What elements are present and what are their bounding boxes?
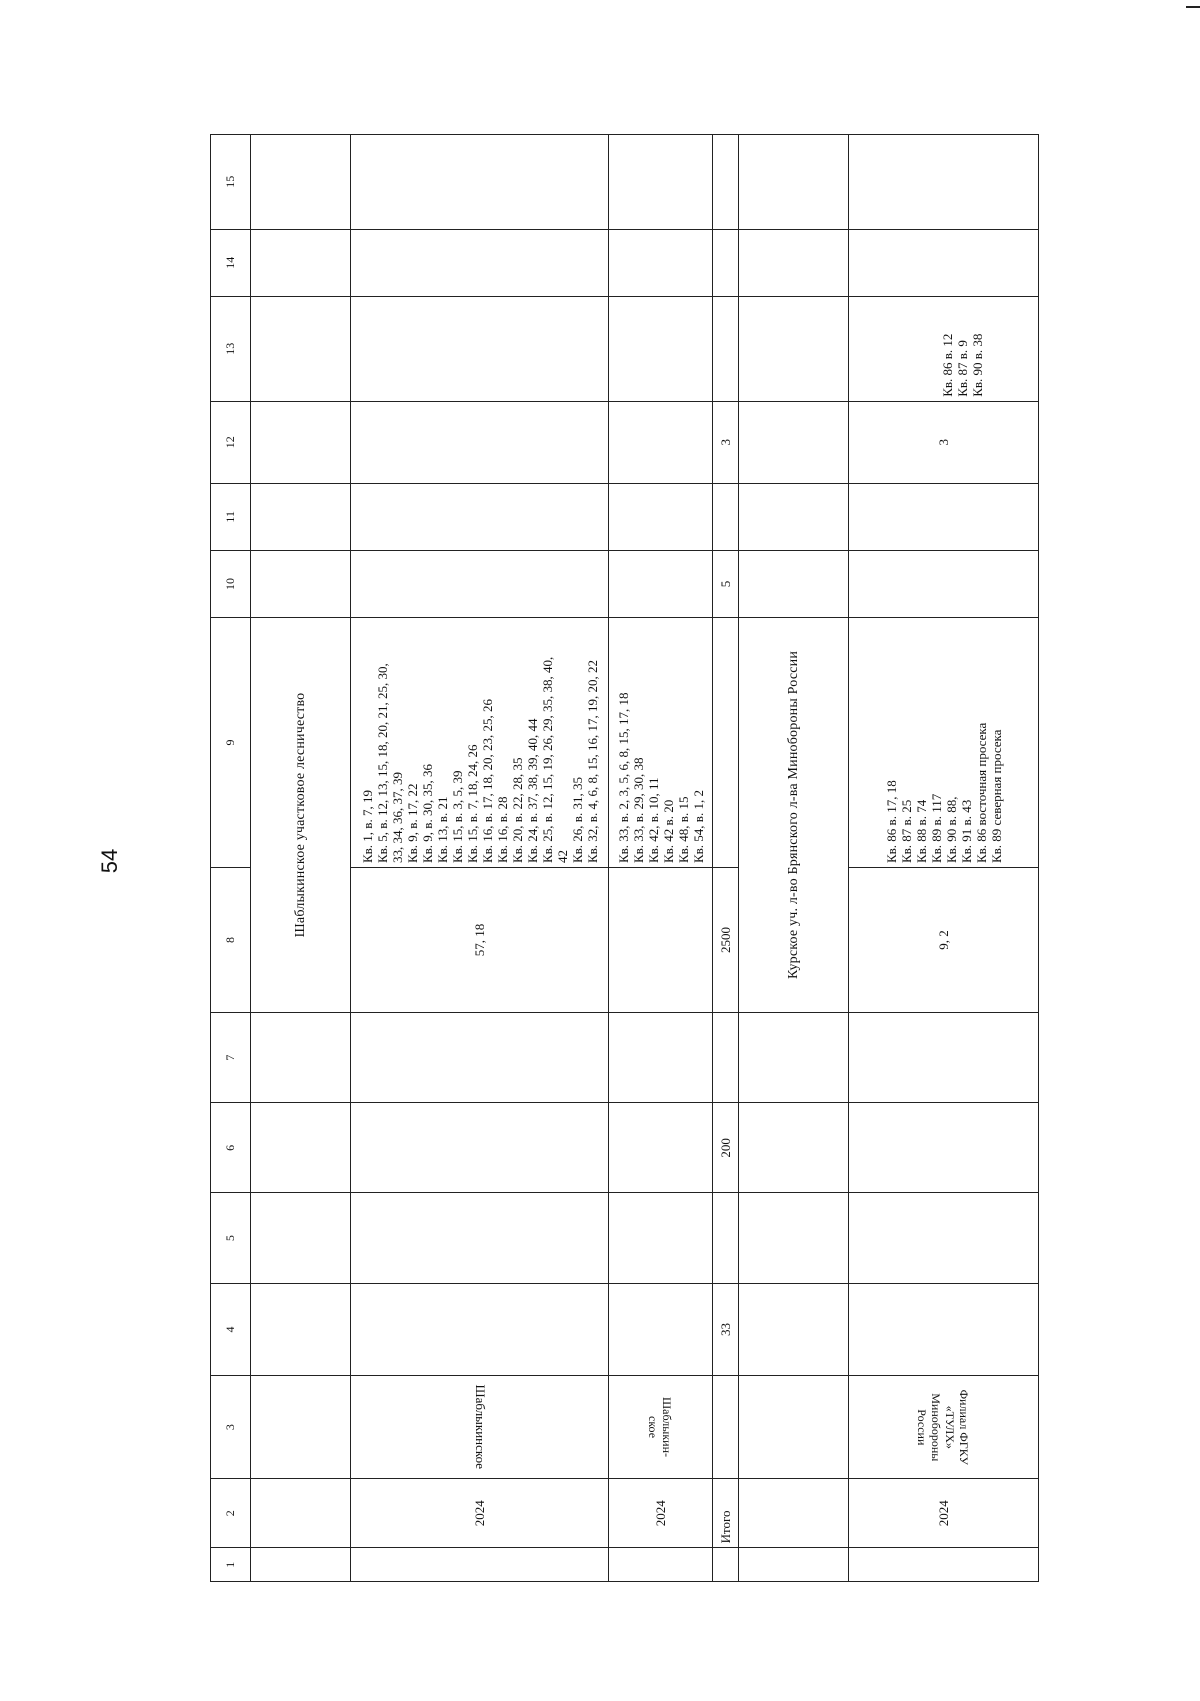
empty-cell <box>251 1376 351 1479</box>
empty-cell <box>351 1012 609 1102</box>
empty-cell <box>251 1103 351 1193</box>
empty-cell <box>713 135 739 230</box>
empty-cell <box>351 550 609 617</box>
total-c12: 3 <box>713 401 739 483</box>
empty-cell <box>351 229 609 296</box>
quarter-line: Кв. 42 в. 20 <box>660 799 676 863</box>
quarter-line: Кв. 20, в. 22, 28, 35 <box>509 757 525 863</box>
empty-cell <box>739 1548 849 1582</box>
empty-cell <box>251 483 351 550</box>
header-cell: 12 <box>211 401 251 483</box>
total-c4: 33 <box>713 1283 739 1375</box>
location-cell <box>609 1376 713 1479</box>
location-cell <box>849 1376 1039 1479</box>
area-cell: 9, 2 <box>849 868 1039 1013</box>
empty-cell <box>849 135 1039 230</box>
total-c8: 2500 <box>713 868 739 1013</box>
quarter-line: 33, 34, 36, 37, 39 <box>389 772 405 863</box>
quarter-line: Кв. 48, в. 15 <box>675 796 691 863</box>
empty-cell <box>251 1548 351 1582</box>
empty-cell <box>739 483 849 550</box>
quarter-line: Кв. 54, в. 1, 2 <box>690 790 706 863</box>
empty-cell <box>609 1283 713 1375</box>
empty-cell <box>713 1193 739 1283</box>
quarter-line: Кв. 1, в. 7, 19 <box>359 790 375 863</box>
quarters-list <box>900 297 987 401</box>
header-cell: 9 <box>211 618 251 868</box>
empty-cell <box>351 1193 609 1283</box>
empty-cell <box>849 1283 1039 1375</box>
empty-cell <box>849 229 1039 296</box>
quarter-line: Кв. 42, в. 10, 11 <box>645 777 661 863</box>
empty-cell <box>739 296 849 401</box>
empty-cell <box>739 1479 849 1548</box>
header-cell: 6 <box>211 1103 251 1193</box>
empty-cell <box>251 135 351 230</box>
empty-cell <box>251 1012 351 1102</box>
forestry-table <box>210 134 1039 1582</box>
quarter-line: Кв. 15, в. 3, 5, 39 <box>449 770 465 863</box>
empty-cell <box>351 1283 609 1375</box>
year-cell: 2024 <box>609 1479 713 1548</box>
empty-cell <box>713 296 739 401</box>
header-cell: 15 <box>211 135 251 230</box>
location-text: Филиал ФГКУ «ТУЛХ» Минобороны России <box>915 1389 971 1465</box>
header-cell: 13 <box>211 296 251 401</box>
empty-cell <box>849 483 1039 550</box>
header-cell: 4 <box>211 1283 251 1375</box>
forestry-band-title: Курское уч. л-во Брянского л-ва Минобороны России <box>739 618 849 1013</box>
total-row <box>713 135 739 1582</box>
empty-cell <box>849 1103 1039 1193</box>
empty-cell <box>849 1193 1039 1283</box>
total-label: Итого <box>713 1479 739 1548</box>
empty-cell <box>251 1193 351 1283</box>
empty-cell <box>251 296 351 401</box>
empty-cell <box>713 618 739 868</box>
quarter-line: Кв. 13, в. 21 <box>434 796 450 863</box>
quarter-line: Кв. 15, в. 7, 18, 24, 26 <box>464 744 480 863</box>
forestry-band-row <box>251 135 351 1582</box>
quarter-line: Кв. 32, в. 4, 6, 8, 15, 16, 17, 19, 20, 22 <box>584 660 600 863</box>
empty-cell <box>609 1012 713 1102</box>
forestry-band-row <box>739 135 849 1582</box>
empty-cell <box>251 401 351 483</box>
location-cell <box>351 1376 609 1479</box>
quarter-line: Кв. 86 в. 12 <box>940 333 955 397</box>
empty-cell <box>609 401 713 483</box>
empty-cell <box>713 483 739 550</box>
page-number: 54 <box>97 848 123 874</box>
empty-cell <box>609 296 713 401</box>
empty-cell <box>251 550 351 617</box>
empty-cell <box>351 401 609 483</box>
quarter-line: Кв. 33, в. 29, 30, 38 <box>630 757 646 863</box>
location-text: Шаблыкин- ское <box>646 1397 674 1458</box>
empty-cell <box>351 1548 609 1582</box>
empty-cell <box>849 1548 1039 1582</box>
quarter-line: Кв. 25, в. 12, 15, 19, 26, 29, 35, 38, 40, <box>539 656 555 863</box>
empty-cell <box>251 1479 351 1548</box>
header-cell: 10 <box>211 550 251 617</box>
empty-cell <box>739 135 849 230</box>
quarter-line: Кв. 86 в. 17, 18 <box>883 780 899 863</box>
empty-cell <box>351 296 609 401</box>
empty-cell <box>609 1103 713 1193</box>
empty-cell <box>609 868 713 1013</box>
empty-cell <box>713 229 739 296</box>
quarter-line: Кв. 88 в. 74 <box>913 799 929 863</box>
quarter-line: Кв. 87 в. 9 <box>955 340 970 397</box>
header-cell: 7 <box>211 1012 251 1102</box>
empty-cell <box>739 1376 849 1479</box>
empty-cell <box>713 1548 739 1582</box>
quarters-cell <box>849 296 1039 401</box>
table-row <box>351 135 609 1582</box>
quarter-line: Кв. 5, в. 12, 13, 15, 18, 20, 21, 25, 30, <box>374 663 390 863</box>
header-cell: 14 <box>211 229 251 296</box>
forestry-band-title: Шаблыкинское участковое лесничество <box>251 618 351 1013</box>
quarter-line: Кв. 16, в. 28 <box>494 796 510 863</box>
quarter-line: 42 <box>554 850 570 863</box>
quarter-line: Кв. 87 в. 25 <box>898 799 914 863</box>
edge-mark <box>1186 6 1200 8</box>
header-cell: 8 <box>211 868 251 1013</box>
empty-cell <box>351 483 609 550</box>
quarter-line: Кв. 33, в. 2, 3, 5, 6, 8, 15, 17, 18 <box>615 692 631 863</box>
header-cell: 2 <box>211 1479 251 1548</box>
quarters-list <box>358 618 602 867</box>
empty-cell <box>251 1283 351 1375</box>
quarter-line: Кв. 89 северная просека <box>988 729 1004 863</box>
header-cell: 5 <box>211 1193 251 1283</box>
empty-cell <box>713 1012 739 1102</box>
empty-cell <box>609 135 713 230</box>
empty-cell <box>849 550 1039 617</box>
empty-cell <box>739 1193 849 1283</box>
quarters-cell <box>351 618 609 868</box>
empty-cell <box>713 1376 739 1479</box>
empty-cell <box>739 229 849 296</box>
quarter-line: Кв. 91 в. 43 <box>958 799 974 863</box>
total-c10: 5 <box>713 550 739 617</box>
empty-cell <box>609 1193 713 1283</box>
empty-cell <box>251 229 351 296</box>
empty-cell <box>609 550 713 617</box>
table-frame <box>210 134 1038 1582</box>
empty-cell <box>351 1103 609 1193</box>
empty-cell <box>609 229 713 296</box>
year-cell: 2024 <box>849 1479 1039 1548</box>
rotated-table-container <box>210 134 1038 1582</box>
row3-c12: 3 <box>849 401 1039 483</box>
table-row <box>609 135 713 1582</box>
quarters-cell <box>609 618 713 868</box>
header-cell: 1 <box>211 1548 251 1582</box>
empty-cell <box>739 1283 849 1375</box>
quarters-list <box>882 618 1006 867</box>
empty-cell <box>609 1548 713 1582</box>
quarter-line: Кв. 9, в. 30, 35, 36 <box>419 764 435 863</box>
location-text: Шаблыкинское <box>472 1384 488 1470</box>
quarter-line: Кв. 26, в. 31, 35 <box>569 777 585 863</box>
quarters-list <box>614 618 708 867</box>
year-cell: 2024 <box>351 1479 609 1548</box>
empty-cell <box>609 483 713 550</box>
empty-cell <box>739 550 849 617</box>
empty-cell <box>739 1012 849 1102</box>
quarter-line: Кв. 9, в. 17, 22 <box>404 783 420 863</box>
header-cell: 11 <box>211 483 251 550</box>
quarters-cell <box>849 618 1039 868</box>
quarter-line: Кв. 90 в. 38 <box>970 333 985 397</box>
quarter-line: Кв. 90 в. 88, <box>943 796 959 863</box>
empty-cell <box>739 401 849 483</box>
empty-cell <box>849 1012 1039 1102</box>
quarter-line: Кв. 24, в. 37, 38, 39, 40, 44 <box>524 718 540 863</box>
table-row <box>849 135 1039 1582</box>
header-cell: 3 <box>211 1376 251 1479</box>
quarter-line: Кв. 86 восточная просека <box>973 722 989 863</box>
header-row <box>211 135 251 1582</box>
empty-cell <box>351 135 609 230</box>
quarter-line: Кв. 89 в. 117 <box>928 793 944 863</box>
total-c6: 200 <box>713 1103 739 1193</box>
empty-cell <box>739 1103 849 1193</box>
area-cell: 57, 18 <box>351 868 609 1013</box>
quarter-line: Кв. 16, в. 17, 18, 20, 23, 25, 26 <box>479 699 495 863</box>
